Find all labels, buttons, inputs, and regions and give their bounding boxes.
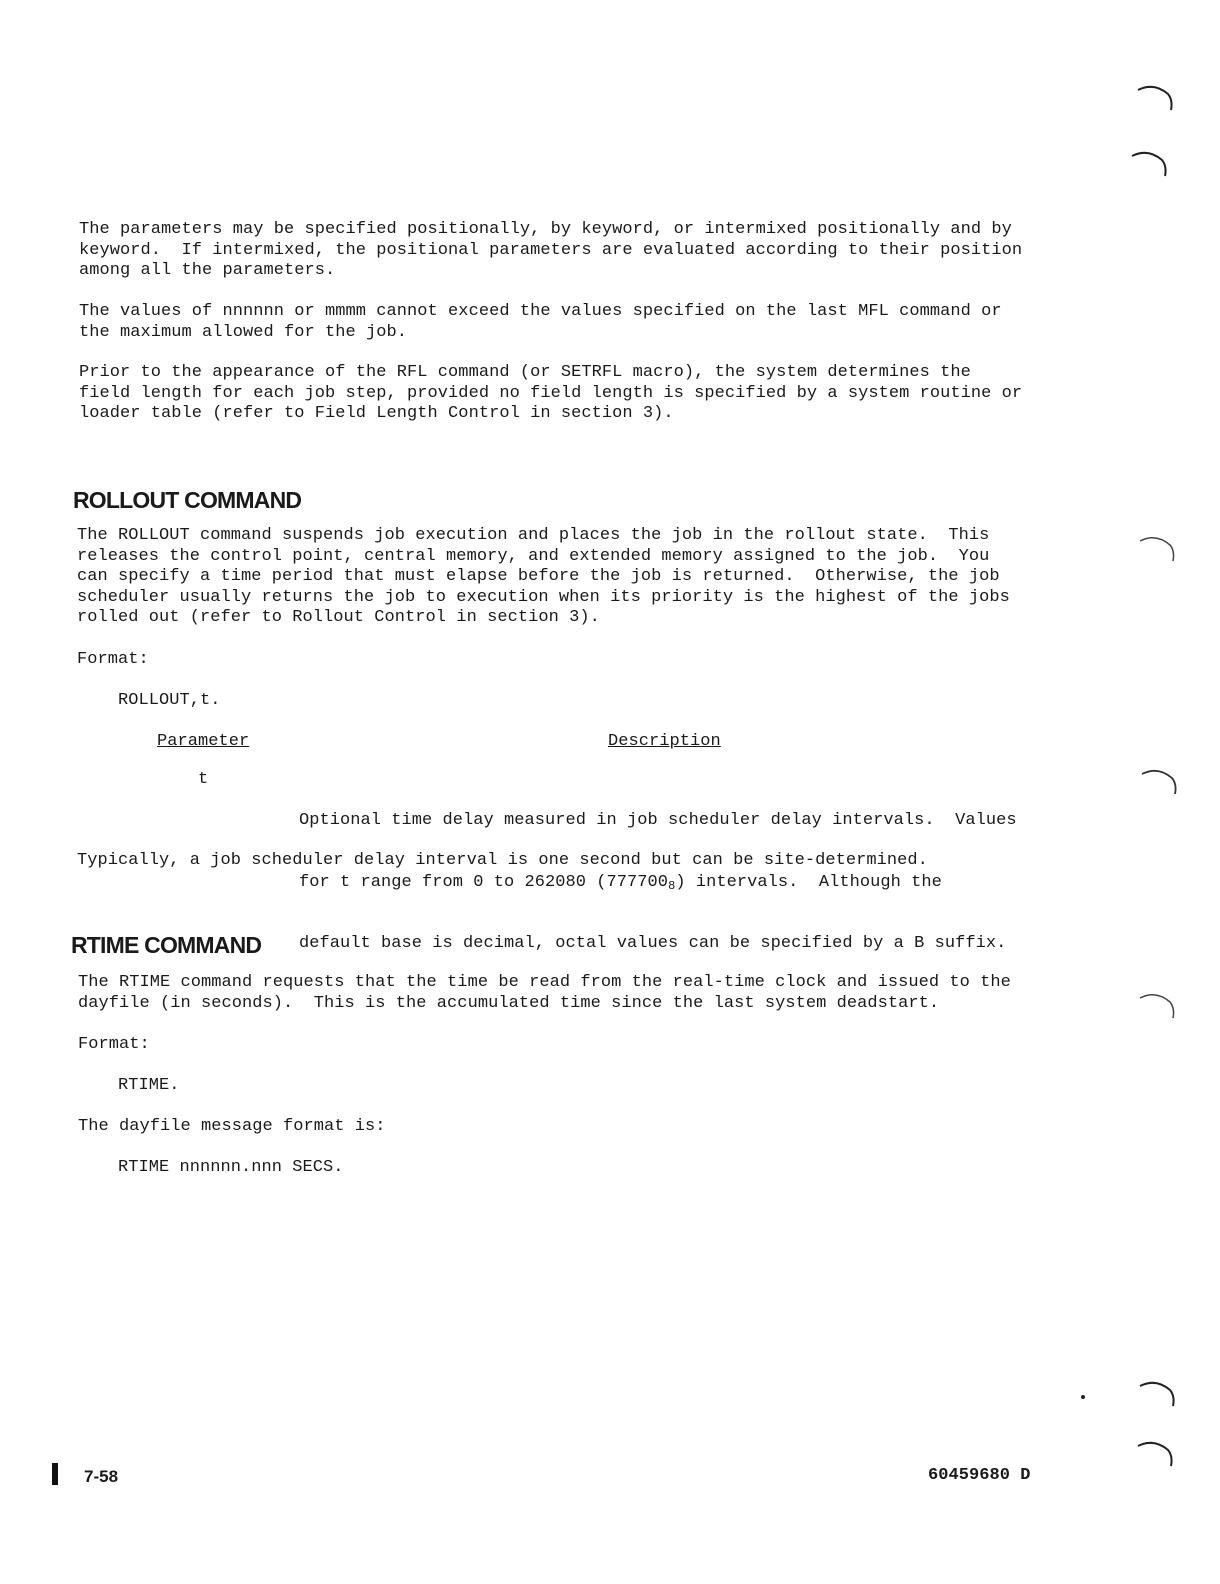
- intro-paragraph-limits: The values of nnnnnn or mmmm cannot exceed the values specified on the last MFL command or the maximum allowed for the job.: [79, 302, 1002, 342]
- rtime-format-label: Format:: [78, 1035, 150, 1054]
- page-number: 7-58: [84, 1467, 119, 1486]
- octal-subscript: 8: [668, 878, 676, 893]
- rollout-format: ROLLOUT,t.: [118, 691, 221, 710]
- binder-hole-mark: [1140, 766, 1180, 796]
- rtime-message-label: The dayfile message format is:: [78, 1117, 386, 1136]
- binder-hole-mark: [1138, 1378, 1178, 1408]
- description-column-header: Description: [608, 732, 721, 751]
- change-bar: [52, 1463, 58, 1485]
- rollout-body: The ROLLOUT command suspends job execution and places the job in the rollout state. This releases the control point, central memory, and extended memory assigned to the job. You can specify a time period that must elapse before the job is returned. Otherwise, the job scheduler usually returns the job to execution when its priority is the highest of the jobs rolled out (refer to Rollout Control in section 3).: [77, 526, 1010, 627]
- binder-hole-mark: [1138, 990, 1178, 1020]
- parameter-column-header: Parameter: [157, 732, 250, 751]
- description-line-3: default base is decimal, octal values can be specified by a B suffix.: [299, 934, 1007, 953]
- binder-hole-mark: [1136, 82, 1176, 112]
- rtime-body: The RTIME command requests that the time be read from the real-time clock and issued to the dayfile (in seconds). This is the accumulated time since the last system deadstart.: [78, 973, 1011, 1013]
- rtime-format: RTIME.: [118, 1076, 180, 1095]
- parameter-t: t: [198, 770, 209, 789]
- rollout-typical-note: Typically, a job scheduler delay interval is one second but can be site-determined.: [77, 851, 928, 870]
- intro-paragraph-field-length: Prior to the appearance of the RFL command (or SETRFL macro), the system determines the field length for each job step, provided no field length is specified by a system routine or loader table (refer to Field Length Control in section 3).: [79, 363, 1023, 423]
- parameter-t-description: [299, 770, 1019, 996]
- intro-paragraph-positional: The parameters may be specified positionally, by keyword, or intermixed positionally and by keyword. If intermixed, the positional parameters are evaluated according to their position among all the parameters.: [79, 220, 1023, 280]
- description-line-1: Optional time delay measured in job scheduler delay intervals. Values: [299, 811, 1017, 830]
- rtime-message: RTIME nnnnnn.nnn SECS.: [118, 1158, 344, 1177]
- rollout-format-label: Format:: [77, 650, 149, 669]
- binder-hole-mark: [1136, 1438, 1176, 1468]
- scan-speck: [1081, 1395, 1085, 1399]
- rtime-heading: RTIME COMMAND: [71, 932, 262, 958]
- document-number: 60459680 D: [928, 1466, 1031, 1485]
- rollout-heading: ROLLOUT COMMAND: [73, 487, 302, 513]
- description-line-2-start: for t range from 0 to 262080 (777700: [299, 872, 669, 892]
- binder-hole-mark: [1130, 148, 1170, 178]
- description-line-2-end: ) intervals. Although the: [675, 872, 942, 892]
- description-line-2: [299, 873, 1019, 894]
- binder-hole-mark: [1138, 533, 1178, 563]
